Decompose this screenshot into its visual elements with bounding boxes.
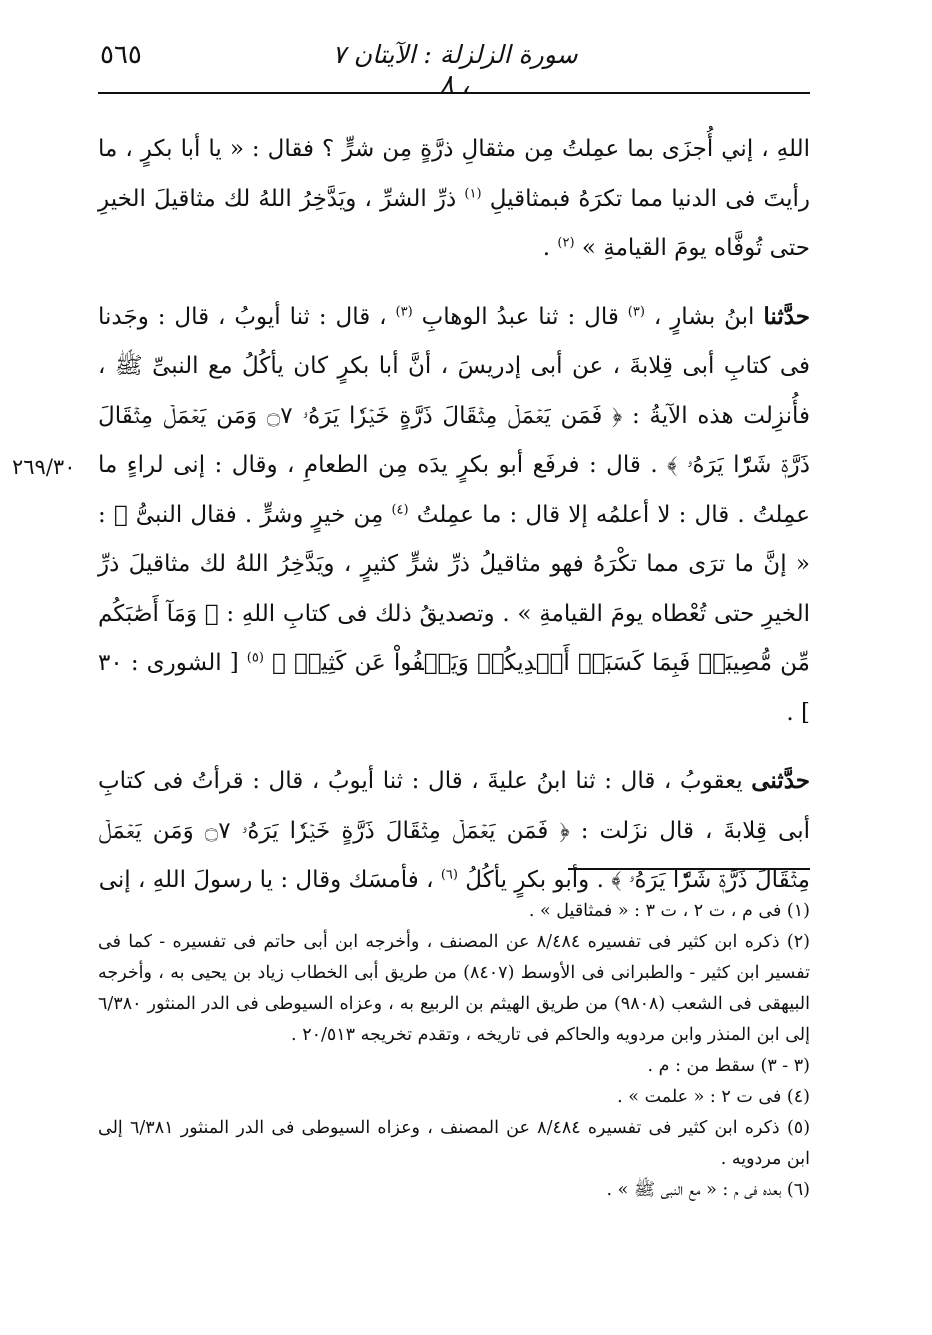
footnote: (٥) ذكره ابن كثير فى تفسيره ٨/٤٨٤ عن المصنف ، وعزاه السيوطى فى الدر المنثور ٦/٣٨١ إلى ابن مردويه . — [98, 1118, 811, 1169]
footnote-marker: (٥) — [246, 650, 264, 666]
paragraph-text: [ الشورى : ٣٠ ] . — [98, 650, 810, 726]
main-text — [98, 125, 810, 924]
paragraph-lead: حدَّثنا — [763, 302, 811, 330]
paragraph-text: ابنُ بشارٍ ، — [653, 303, 755, 330]
paragraph-2 — [98, 292, 810, 739]
footnote: (٢) ذكره ابن كثير فى تفسيره ٨/٤٨٤ عن المصنف ، وأخرجه ابن أبى حاتم فى تفسيره - كما فى تفسير ابن كثير - والطبرانى فى الأوسط (٨٤٠٧) من طريق أبى الخطاب زياد بن يحيى به ، وأخرجه البيهقى فى الشعب (٩٨٠٨) من طريق الهيثم بن الربيع به ، وعزاه السيوطى فى الدر المنثور ٦/٣٨٠ إلى ابن المنذر وابن مردويه والحاكم فى تاريخه ، وتقدم تخريجه ٢٠/٥١٣ . — [98, 932, 810, 1045]
footnote-marker: (٣) — [395, 303, 413, 319]
running-title: سورة الزلزلة : الآيتان ٧ ، ٨ — [332, 40, 578, 98]
paragraph-text: ذرِّ الشرِّ ، ويَدَّخِرُ اللهُ لك مثاقيلَ الخيرِ حتى تُوفَّاه يومَ القيامةِ » — [98, 185, 810, 261]
footnote: (٤) فى ت ٢ : « علمت » . — [617, 1087, 810, 1107]
margin-reference: ٢٦٩/٣٠ — [12, 455, 76, 479]
footnote-marker: (٢) — [557, 235, 575, 251]
header-rule — [98, 92, 810, 94]
paragraph-text: يعقوبُ ، قال : ثنا ابنُ عليةَ ، قال : ثنا أيوبُ ، قال : قرأتُ فى كتابِ أبى قِلابةَ ، قال نزَلت : ﴿ فَمَن يَعۡمَلۡ مِثۡقَالَ ذَرَّةٍ خَيۡرٗا يَرَهُۥ ۝٧ وَمَن يَعۡمَلۡ مِثۡقَالَ ذَرَّةٖ شَرّٗا يَرَهُۥ ﴾ . وأبو بكرٍ يأكُلُ — [98, 768, 810, 893]
footnote: (١) فى م ، ت ٢ ، ت ٣ : « فمثاقيل » . — [528, 901, 810, 921]
footnote: (٣ - ٣) سقط من : م . — [647, 1056, 810, 1076]
footnote-marker: (١) — [464, 185, 482, 201]
paragraph-text: قال : ثنا عبدُ الوهابِ — [421, 303, 619, 330]
paragraph-text: ، فأمسَك وقال : يا رسولَ اللهِ ، إنى — [98, 867, 434, 893]
paragraph-text: مِن خيرٍ وشرٍّ . فقال النبىُّ ﷺ : « إنَّ ما ترَى مما تكْرَهُ فهو مثاقيلُ ذرِّ شرٍّ كثيرٍ ، ويَدَّخِرُ اللهُ لك مثاقيلَ ذرِّ الخيرِ حتى تُعْطاه يومَ القيامةِ » . وتصديقُ ذلك فى كتابِ اللهِ : ﴿ وَمَآ أَصَٰبَكُم مِّن مُّصِيبَةٖ فَبِمَا كَسَبَتۡ أَيۡدِيكُمۡ وَيَعۡفُواْ عَن كَثِيرٖ ﴾ — [98, 501, 810, 676]
paragraph-text: اللهِ ، إني أُجزَى بما عمِلتُ مِن مثقالِ ذرَّةٍ مِن شرٍّ ؟ فقال : « يا أبا بكرٍ ، ما رأيتَ فى الدنيا مما تكرَهُ فبمثاقيلِ — [98, 136, 811, 212]
footnote: (٦) بعده فى م : « مع النبى ﷺ » . — [606, 1180, 810, 1200]
paragraph-text: . — [542, 235, 551, 261]
footnote-marker: (٣) — [627, 303, 645, 319]
paragraph-3 — [98, 756, 810, 906]
paragraph-text: ، قال : ثنا أيوبُ ، قال : وجَدنا فى كتابِ أبى قِلابةَ ، عن أبى إدريسَ ، أنَّ أبا بكرٍ كان يأكُلُ مع النبىِّ ﷺ ، فأُنزِلت هذه الآيةُ : ﴿ فَمَن يَعۡمَلۡ مِثۡقَالَ ذَرَّةٍ خَيۡرٗا يَرَهُۥ ۝٧ وَمَن يَعۡمَلۡ مِثۡقَالَ ذَرَّةٖ شَرّٗا يَرَهُۥ ﴾ . قال : فرفَع أبو بكرٍ يدَه مِن الطعامِ ، وقال : إنى لراءٍ ما عمِلتُ . قال : لا أعلمُه إلا قال : ما عمِلتُ — [98, 303, 811, 528]
page-number: ٥٦٥ — [100, 40, 142, 70]
paragraph-1 — [98, 125, 810, 274]
paragraph-lead: حدَّثنى — [751, 767, 810, 794]
footnote-marker: (٦) — [440, 867, 458, 883]
footnotes-rule — [568, 868, 810, 870]
footnotes — [98, 896, 810, 1206]
footnote-marker: (٤) — [391, 501, 409, 517]
